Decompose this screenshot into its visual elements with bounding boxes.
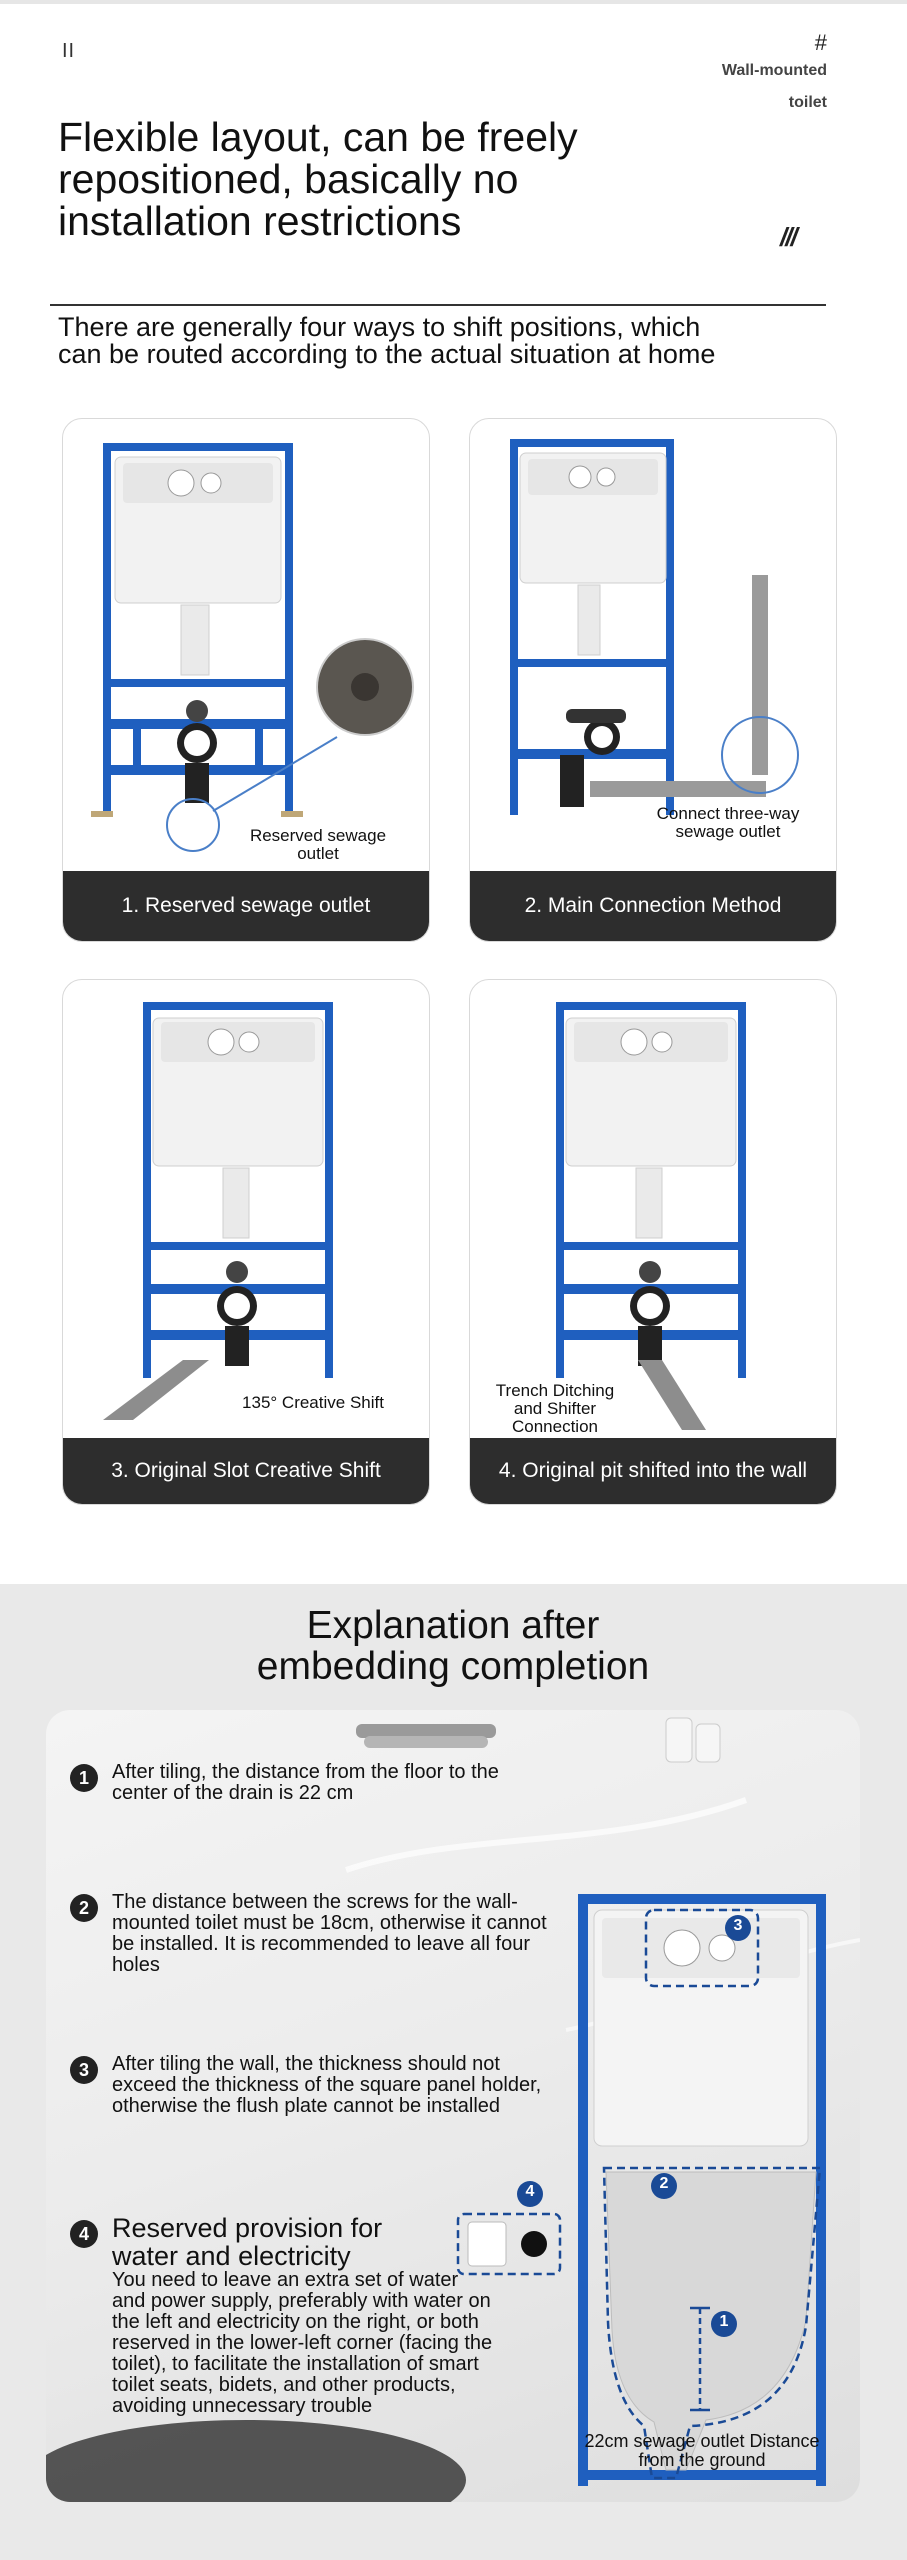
explanation-item-4: [70, 2214, 510, 2417]
category-tag-line2: toilet: [788, 94, 827, 111]
marker-1: 1: [719, 2313, 729, 2330]
marker-3: 3: [733, 1917, 743, 1934]
card-2-label: 2. Main Connection Method: [470, 871, 836, 941]
method-card-2: [469, 418, 837, 942]
item-2-text: The distance between the screws for the wall-mounted toilet must be 18cm, otherwise it cannot be installed. It is recommended to leave all four holes: [112, 1891, 547, 1976]
card-4-label: 4. Original pit shifted into the wall: [470, 1438, 836, 1504]
category-tag-line1: Wall-mounted: [721, 62, 827, 79]
section-subtitle: There are generally four ways to shift positions, which can be routed according to the actual situation at home: [58, 312, 716, 369]
top-strip: [0, 0, 907, 4]
hash-mark: #: [814, 30, 827, 55]
method-card-3: [62, 979, 430, 1505]
method-card-4: [469, 979, 837, 1505]
explanation-title: Explanation after embedding completion: [256, 1604, 650, 1688]
card-3-label: 3. Original Slot Creative Shift: [63, 1438, 429, 1504]
item-1-number: 1: [70, 1764, 98, 1792]
decorative-mark: II: [62, 40, 76, 62]
explanation-item-2: [70, 1892, 550, 1976]
card-1-callout: Reserved sewage outlet: [249, 826, 387, 863]
item-3-number: 3: [70, 2056, 98, 2084]
card-2-illustration: [470, 419, 837, 942]
decorative-slashes: ///: [780, 222, 796, 252]
item-2-number: 2: [70, 1894, 98, 1922]
card-3-illustration: [63, 980, 430, 1505]
marker-2: 2: [659, 2175, 669, 2192]
item-4-heading: Reserved provision for water and electricity: [112, 2213, 383, 2271]
item-1-text: After tiling, the distance from the floor to the center of the drain is 22 cm: [112, 1761, 499, 1804]
item-3-text: After tiling the wall, the thickness should not exceed the thickness of the square panel holder, otherwise the flush plate cannot be installed: [112, 2053, 542, 2117]
marker-4: 4: [525, 2183, 535, 2200]
figure-label: 22cm sewage outlet Distance from the ground: [584, 2431, 820, 2470]
divider-rule: [50, 304, 826, 306]
card-3-callout: 135° Creative Shift: [242, 1393, 384, 1412]
hero-title: Flexible layout, can be freely repositioned, basically no installation restrictions: [58, 114, 578, 244]
explanation-panel: [46, 1710, 860, 2502]
explanation-item-1: [70, 1762, 550, 1804]
explanation-item-3: [70, 2054, 550, 2117]
item-4-text: You need to leave an extra set of water and power supply, preferably with water on the left and electricity on the right, or both reserved in the lower-left corner (facing the toilet), to facilitate the installation of smart toilet seats, bidets, and other products, avoiding unnecessary trouble: [112, 2269, 493, 2417]
item-4-number: 4: [70, 2220, 98, 2248]
card-1-label: 1. Reserved sewage outlet: [63, 871, 429, 941]
method-card-1: [62, 418, 430, 942]
card-1-illustration: [63, 419, 430, 942]
card-2-callout: Connect three-way sewage outlet: [656, 804, 800, 841]
card-4-callout: Trench Ditching and Shifter Connection: [495, 1381, 615, 1436]
